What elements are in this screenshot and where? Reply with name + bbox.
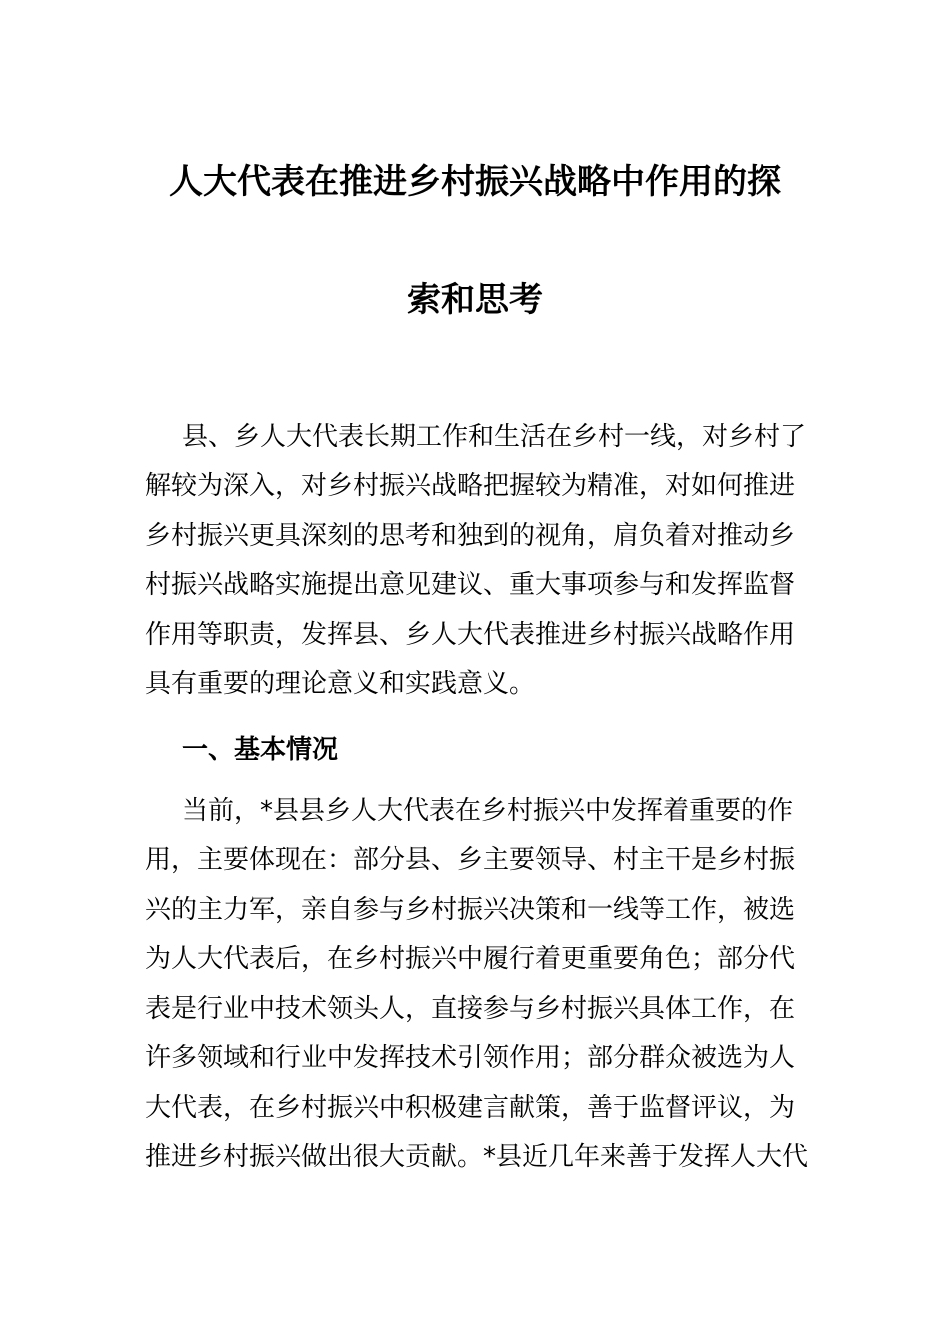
section-paragraph-line-5: 表是行业中技术领头人，直接参与乡村振兴具体工作，在: [145, 994, 796, 1024]
section-heading: 一、基本情况: [182, 735, 339, 765]
intro-paragraph-line-3: 乡村振兴更具深刻的思考和独到的视角，肩负着对推动乡: [145, 521, 796, 551]
intro-paragraph-line-1: 县、乡人大代表长期工作和生活在乡村一线，对乡村了: [182, 422, 807, 452]
section-paragraph-line-1: 当前，*县县乡人大代表在乡村振兴中发挥着重要的作: [182, 796, 794, 826]
section-paragraph-line-4: 为人大代表后，在乡村振兴中履行着更重要角色；部分代: [145, 944, 796, 974]
section-paragraph-line-2: 用，主要体现在：部分县、乡主要领导、村主干是乡村振: [145, 845, 796, 875]
document-title-line-2: 索和思考: [407, 280, 543, 320]
section-paragraph-line-6: 许多领域和行业中发挥技术引领作用；部分群众被选为人: [145, 1043, 796, 1073]
intro-paragraph-line-4: 村振兴战略实施提出意见建议、重大事项参与和发挥监督: [145, 570, 796, 600]
section-paragraph-line-3: 兴的主力军，亲自参与乡村振兴决策和一线等工作，被选: [145, 895, 796, 925]
intro-paragraph-line-5: 作用等职责，发挥县、乡人大代表推进乡村振兴战略作用: [145, 620, 796, 650]
section-paragraph-line-8: 推进乡村振兴做出很大贡献。*县近几年来善于发挥人大代: [145, 1142, 809, 1172]
document-title-line-1: 人大代表在推进乡村振兴战略中作用的探: [169, 162, 781, 202]
section-paragraph-line-7: 大代表，在乡村振兴中积极建言献策，善于监督评议，为: [145, 1093, 796, 1123]
intro-paragraph-line-2: 解较为深入，对乡村振兴战略把握较为精准，对如何推进: [145, 471, 796, 501]
intro-paragraph-line-6: 具有重要的理论意义和实践意义。: [145, 669, 536, 699]
